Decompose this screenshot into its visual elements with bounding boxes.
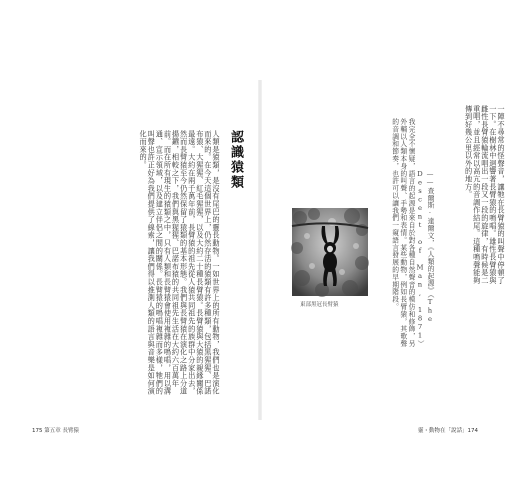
left-page-body-text: 人類是猿類，是沒有尾巴的靈長動物。一如世界上的所有動物，我們也是演化而來的。在今天這個世界上，仍然存活的猿類有許多種類，包括黑猩猩、巴諾布猿、大猩猩、紅毛猩猩，以及大約二十種長臂猿。長臂猿與大猿的親緣關係最遠。大約在兩千萬年前，長臂猿的祖先從人猿共同祖先的族群中分家出去，然而長臂猿至今仍然保留了猿類的基本形態。我們與長臂猿在演化之路上分道揚鑣，相較之下，我們與黑猩猩、巴諾布猿的共同祖先生活在大約六百萬年前。而在所有現生的猿類之中，只有人類和長臂猿會使用複雜的鳴唱，用以溝通、宣示領域，以及建立伴侶之間的關係。長臂猿的鳴唱複雜而多樣，牠們的叫聲也許正好為我們提供了線索，讓我們得以推測人類的語言與音樂是如何演化而來的。 <box>139 130 221 396</box>
epigraph-quote: 我完全不懷疑，語言的起源是來自於對各種自然聲音的模仿和修飾，另外輔以人類本身的叫聲、手勢和表情。某些動物，例如長臂猿，其歌聲的音調和節奏，也許可以讓我們一窺語言發展的早期階段。 <box>390 118 415 348</box>
gibbon-photo <box>292 208 368 296</box>
right-page-folio: 靈・動物在「說話」174 <box>418 428 478 434</box>
right-page <box>260 0 520 500</box>
right-page-body-text: 一陣不尋常的怪聲音，讓牠在長臂猿的叫聲中停頓了一下。在樹林中迴響著長臂猿的鳴唱。雄性長臂猿與雌性長臂猿輪流唱出一段又一段的旋律，有時候是二重唱，並且經常以高亢的音調作結尾。這種鳴聲能夠傳到好幾公里以外的地方。 <box>464 105 506 285</box>
left-page-folio: 175 第五章 長臂猿 <box>32 428 79 434</box>
epigraph-citation: ——查爾斯·達爾文，《人類的起源》（The Descent of Man, 1871） <box>416 170 434 348</box>
gibbon-photo-image <box>292 208 368 296</box>
section-heading: 認識猿類 <box>228 130 243 190</box>
photo-caption: 東部黑冠長臂猿 <box>300 302 339 308</box>
